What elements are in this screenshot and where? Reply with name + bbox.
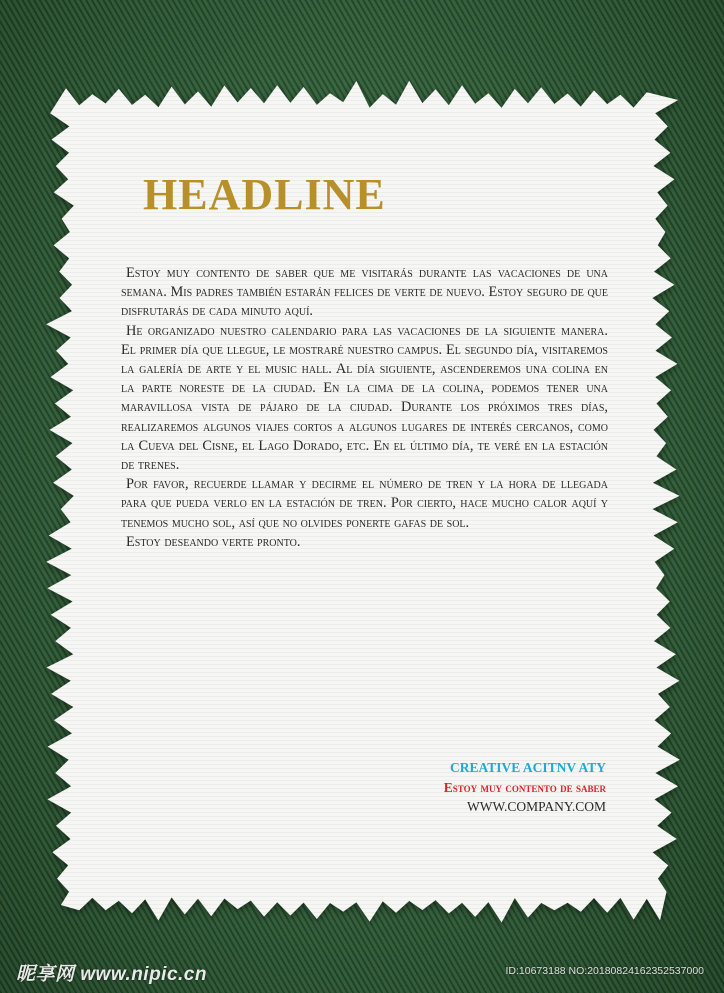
paragraph-4: Estoy deseando verte pronto.: [126, 533, 301, 550]
footer-block: [444, 758, 606, 817]
letter-body: [121, 264, 608, 552]
watermark-logo: 昵享网 www.nipic.cn: [16, 964, 207, 985]
headline: HEADLINE: [143, 170, 386, 219]
footer-subtitle: Estoy muy contento de saber: [443, 779, 606, 795]
paragraph-2: He organizado nuestro calendario para las vacaciones de la siguiente manera. El primer día que llegue, le mostraré nuestro campus. El segundo día, visitaremos la galería de arte y el music hall. Al día siguiente, ascenderemos una colina en la parte noreste de la ciudad. En la cima de la colina, podemos tener una maravillosa vista de pájaro de la ciudad. Durante los próximos tres días, realizaremos algunos viajes cortos a algunos lugares de interés cercanos, como la Cueva del Cisne, el Lago Dorado, etc. En el último día, te veré en la estación de trenes.: [121, 322, 608, 474]
paragraph-1: Estoy muy contento de saber que me visitarás durante las vacaciones de una semana. Mis padres también estarán felices de verte de nuevo. Estoy seguro de que disfrutarás de cada minuto aquí.: [121, 265, 608, 320]
watermark-id: ID:10673188 NO:20180824162352537000: [505, 965, 704, 977]
footer-website[interactable]: WWW.COMPANY.COM: [466, 799, 606, 814]
footer-tagline: CREATIVE ACITNV ATY: [449, 760, 606, 775]
paragraph-3: Por favor, recuerde llamar y decirme el número de tren y la hora de llegada para que pueda verlo en la estación de tren. Por cierto, hace mucho calor aquí y tenemos mucho sol, así que no olvides ponerte gafas de sol.: [121, 476, 608, 531]
